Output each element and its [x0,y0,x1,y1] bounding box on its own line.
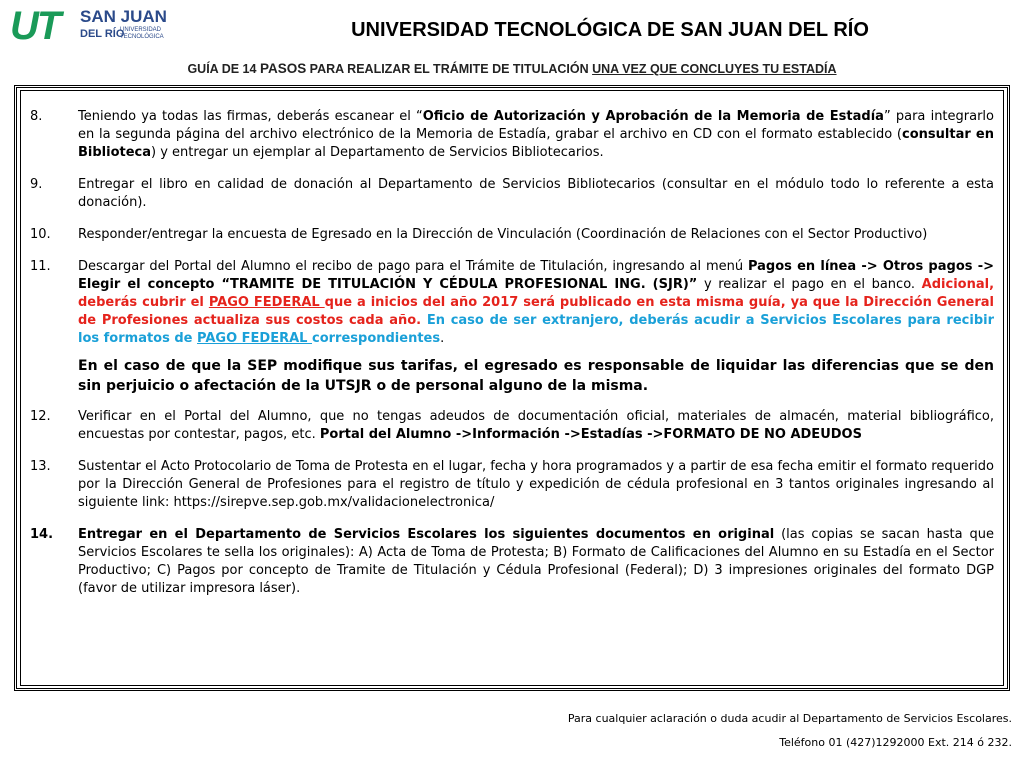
step-number: 13. [30,459,51,474]
step-text-blue: En caso de ser extranjero, deberás acudir a Servicios Escolares para recibir los formatos de [78,313,994,346]
subtitle-part-c: PARA REALIZAR EL TRÁMITE DE TITULACIÓN [306,62,593,76]
step-text-bold: Oficio de Autorización y Aprobación de la Memoria de Estadía [422,109,884,124]
step-text-bold: Pagos en línea -> Otros pagos -> Elegir el concepto “TRAMITE DE TITULACIÓN Y CÉDULA PROFESIONAL ING. (SJR)” [78,259,994,292]
logo-del-rio: DEL RÍO [80,28,125,40]
subtitle-part-b: PASOS [259,61,307,76]
step-10 [30,226,994,244]
step-text-red: que a inicios del año 2017 será publicado en esta misma guía, ya que la Dirección General de Profesiones actualiza sus costos cada año. [78,295,994,328]
footer-phone: Teléfono 01 (427)1292000 Ext. 214 ó 232. [779,736,1012,749]
step-text: Responder/entregar la encuesta de Egresado en la Dirección de Vinculación (Coordinación de Relaciones con el Sector Productivo) [78,227,928,242]
step-number: 9. [30,177,43,192]
step-12 [30,408,994,444]
step-8 [30,108,994,162]
step-number: 8. [30,109,43,124]
logo-ut: UT [10,4,60,48]
step-text: y realizar el pago en el banco. [697,277,922,292]
university-logo [10,4,170,52]
step-text: Descargar del Portal del Alumno el recibo de pago para el Trámite de Titulación, ingresando al menú [78,259,748,274]
subtitle-part-a: GUÍA DE 14 [187,62,260,76]
step-text-bold: Portal del Alumno ->Información ->Estadías ->FORMATO DE NO ADEUDOS [319,427,862,442]
steps-list [30,108,994,612]
step-text: Sustentar el Acto Protocolario de Toma de Protesta en el lugar, fecha y hora programados y a partir de esa fecha emitir el formato requerido por la Dirección General de Profesiones para el registro de título y expedición de cédula profesional en 3 tantos originales ingresando al siguiente link: https://sirepve.sep.gob.mx/validacionelectronica/ [78,459,994,510]
page-subtitle [0,61,1024,77]
step-text: Teniendo ya todas las firmas, deberás escanear el “ [78,109,423,124]
logo-small-text: UNIVERSIDAD TECNOLÓGICA [120,27,164,40]
step-14 [30,526,994,598]
step-number: 11. [30,259,51,274]
step-13 [30,458,994,512]
step-11 [30,258,994,348]
step-text-red: Adicional, deberás cubrir el [78,277,995,310]
step-9 [30,176,994,212]
subtitle-part-d: UNA VEZ QUE CONCLUYES TU ESTADÍA [592,62,837,76]
step-text: (las copias se sacan hasta que Servicios Escolares te sella los originales): A) Acta de Toma de Protesta; B) Formato de Calificaciones del Alumno en su Estadía en el Sector Productivo; C) Pagos por concepto de Tramite de Titulación y Cédula Profesional (Federal); D) 3 impresiones originales del formato DGP (favor de utilizar impresora láser). [78,527,994,596]
step-text: Entregar el libro en calidad de donación al Departamento de Servicios Bibliotecarios (consultar en el módulo todo lo referente a esta donación). [78,177,994,210]
step-text: Verificar en el Portal del Alumno, que no tengas adeudos de documentación oficial, materiales de almacén, material bibliográfico, encuestas por contestar, pagos, etc. [78,409,994,442]
page-title: UNIVERSIDAD TECNOLÓGICA DE SAN JUAN DEL RÍO [351,19,869,41]
step-number: 12. [30,409,51,424]
step-text: ) y entregar un ejemplar al Departamento de Servicios Bibliotecarios. [151,145,604,160]
step-number: 10. [30,227,51,242]
pago-federal-link: PAGO FEDERAL [208,295,325,310]
logo-san-juan: SAN JUAN [80,7,167,26]
step-text-bold: Entregar en el Departamento de Servicios Escolares los siguientes documentos en original [78,527,775,542]
pago-federal-link: PAGO FEDERAL [197,331,312,346]
step-text: . [440,331,445,346]
step-text: ” para integrarlo en la segunda página del archivo electrónico de la Memoria de Estadía, grabar el archivo en CD con el formato establecido ( [78,109,995,142]
step-number: 14. [30,527,54,542]
footer-contact: Para cualquier aclaración o duda acudir al Departamento de Servicios Escolares. [567,712,1012,725]
sep-note [30,356,994,396]
sep-note-text: En el caso de que la SEP modifique sus tarifas, el egresado es responsable de liquidar las diferencias que se den sin perjuicio o afectación de la UTSJR o de personal alguno de la misma. [78,358,994,394]
step-text-blue: correspondientes [312,331,441,346]
step-text-bold: consultar en Biblioteca [78,127,994,160]
